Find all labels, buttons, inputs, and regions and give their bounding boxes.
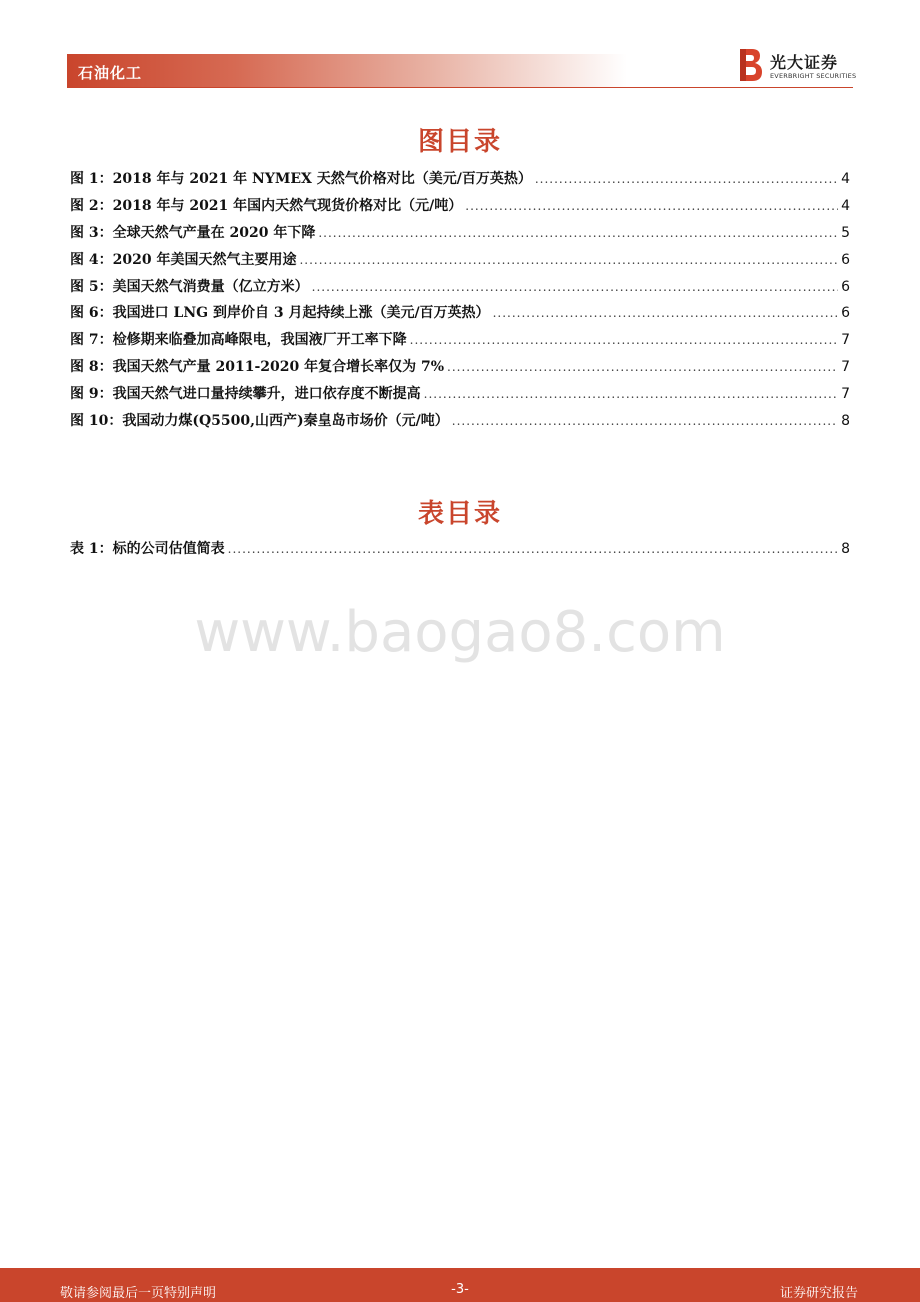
logo-text-cn: 光大证券 xyxy=(770,53,839,72)
toc-entry-figure-8[interactable] xyxy=(70,356,850,383)
toc-entry-label: 图 8：我国天然气产量 2011-2020 年复合增长率仅为 7% xyxy=(70,359,445,376)
toc-entry-figure-4[interactable] xyxy=(70,249,850,276)
dot-leader xyxy=(465,199,838,213)
watermark: www.baogao8.com xyxy=(194,600,726,665)
figures-toc-title: 图目录 xyxy=(417,127,502,157)
toc-entry-page: 5 xyxy=(841,224,850,241)
toc-entry-page: 7 xyxy=(841,386,850,403)
tables-toc-list xyxy=(70,538,850,565)
dot-leader xyxy=(447,360,838,374)
dot-leader xyxy=(312,280,838,294)
dot-leader xyxy=(299,253,838,267)
dot-leader xyxy=(318,226,838,240)
toc-entry-page: 7 xyxy=(841,359,850,376)
figures-toc-list xyxy=(70,168,850,437)
toc-entry-label: 图 1：2018 年与 2021 年 NYMEX 天然气价格对比（美元/百万英热） xyxy=(70,171,532,187)
dot-leader xyxy=(410,333,838,347)
toc-entry-label: 图 4：2020 年美国天然气主要用途 xyxy=(70,251,297,268)
everbright-logo-icon xyxy=(738,48,764,82)
dot-leader xyxy=(535,172,838,186)
header-divider xyxy=(67,87,853,88)
toc-entry-label: 图 10：我国动力煤(Q5500,山西产)秦皇岛市场价（元/吨） xyxy=(70,413,449,430)
footer-disclaimer: 敬请参阅最后一页特别声明 xyxy=(60,1286,217,1301)
logo-text-en: EVERBRIGHT SECURITIES xyxy=(770,72,857,80)
toc-entry-page: 4 xyxy=(841,197,850,214)
toc-entry-label: 图 9：我国天然气进口量持续攀升，进口依存度不断提高 xyxy=(70,386,421,403)
toc-entry-figure-2[interactable] xyxy=(70,195,850,222)
toc-entry-page: 6 xyxy=(841,278,850,295)
dot-leader xyxy=(228,542,838,556)
footer-report-type: 证券研究报告 xyxy=(779,1286,858,1301)
toc-entry-figure-5[interactable] xyxy=(70,276,850,303)
page-number: -3- xyxy=(451,1282,469,1297)
toc-entry-page: 6 xyxy=(841,305,850,322)
dot-leader xyxy=(452,414,838,428)
toc-entry-label: 图 7：检修期来临叠加高峰限电，我国液厂开工率下降 xyxy=(70,332,407,349)
dot-leader xyxy=(493,306,839,320)
toc-entry-page: 4 xyxy=(841,171,850,187)
toc-entry-page: 7 xyxy=(841,332,850,349)
header-band xyxy=(67,54,627,88)
toc-entry-label: 图 5：美国天然气消费量（亿立方米） xyxy=(70,278,309,295)
toc-entry-page: 8 xyxy=(841,413,850,430)
toc-entry-figure-6[interactable] xyxy=(70,302,850,329)
toc-entry-page: 8 xyxy=(841,541,850,557)
toc-entry-figure-10[interactable] xyxy=(70,410,850,437)
toc-entry-table-1[interactable] xyxy=(70,538,850,565)
tables-toc-title: 表目录 xyxy=(417,499,502,529)
toc-entry-label: 图 2：2018 年与 2021 年国内天然气现货价格对比（元/吨） xyxy=(70,197,463,214)
toc-entry-label: 表 1：标的公司估值简表 xyxy=(70,541,225,557)
company-logo xyxy=(738,48,858,84)
toc-entry-label: 图 6：我国进口 LNG 到岸价自 3 月起持续上涨（美元/百万英热） xyxy=(70,305,490,322)
section-name: 石油化工 xyxy=(78,64,143,82)
toc-entry-figure-7[interactable] xyxy=(70,329,850,356)
toc-entry-label: 图 3：全球天然气产量在 2020 年下降 xyxy=(70,224,316,241)
toc-entry-figure-3[interactable] xyxy=(70,222,850,249)
dot-leader xyxy=(424,387,838,401)
toc-entry-page: 6 xyxy=(841,251,850,268)
toc-entry-figure-1[interactable] xyxy=(70,168,850,195)
toc-entry-figure-9[interactable] xyxy=(70,383,850,410)
